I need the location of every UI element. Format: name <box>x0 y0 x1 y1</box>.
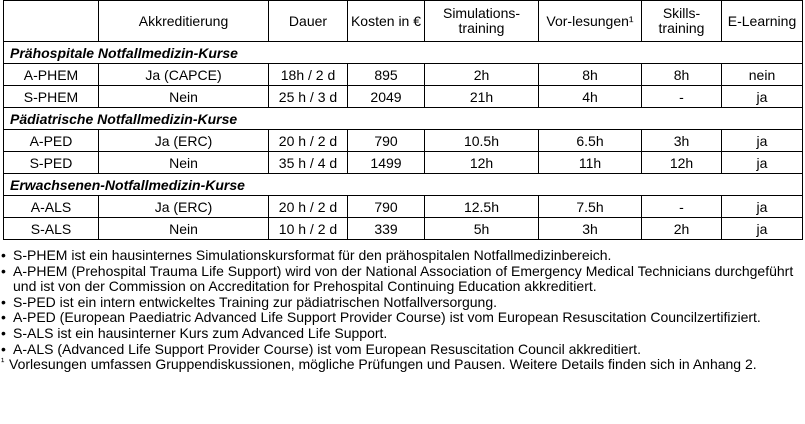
header-vorlesungen: Vor-lesungen¹ <box>539 1 642 42</box>
cell-course: A-ALS <box>4 196 99 218</box>
table-row <box>4 196 803 218</box>
cell-kosten: 1499 <box>348 152 425 174</box>
table-row <box>4 152 803 174</box>
cell-course: S-ALS <box>4 218 99 240</box>
footnote-text: Vorlesungen umfassen Gruppendiskussionen, mögliche Prüfungen und Pausen. Weitere Details finden sich in Anhang 2. <box>9 356 757 373</box>
cell-skillstraining: 2h <box>642 218 722 240</box>
list-item <box>1 342 801 358</box>
cell-course: S-PHEM <box>4 86 99 108</box>
section-row <box>4 108 803 130</box>
bullet-icon: • <box>1 309 6 326</box>
note-text: S-PED ist ein intern entwickeltes Training zur pädiatrischen Notfallversorgung. <box>13 293 498 310</box>
cell-elearning: ja <box>722 218 803 240</box>
header-elearning: E-Learning <box>722 1 803 42</box>
bullet-icon: • <box>1 247 6 263</box>
course-comparison-table <box>3 0 803 240</box>
section-row <box>4 42 803 64</box>
note-text: A-PED (European Paediatric Advanced Life Support Provider Course) ist vom European Resuscitation Councilzertifiziert. <box>13 309 761 326</box>
cell-kosten: 790 <box>348 196 425 218</box>
notes-section <box>1 248 801 373</box>
list-item <box>1 248 801 264</box>
cell-simulationstraining: 5h <box>425 218 539 240</box>
section-title: Erwachsenen-Notfallmedizin-Kurse <box>4 174 803 196</box>
cell-simulationstraining: 10.5h <box>425 130 539 152</box>
section-title: Pädiatrische Notfallmedizin-Kurse <box>4 108 803 130</box>
header-empty <box>4 1 99 42</box>
cell-skillstraining: 3h <box>642 130 722 152</box>
bullet-icon: • <box>1 262 6 279</box>
note-text: A-ALS (Advanced Life Support Provider Course) ist vom European Resuscitation Council akkreditiert. <box>13 340 641 357</box>
cell-dauer: 20 h / 2 d <box>269 130 348 152</box>
cell-akkreditierung: Nein <box>99 86 269 108</box>
cell-simulationstraining: 12h <box>425 152 539 174</box>
table-row <box>4 64 803 86</box>
cell-dauer: 20 h / 2 d <box>269 196 348 218</box>
table-row <box>4 218 803 240</box>
cell-akkreditierung: Ja (ERC) <box>99 130 269 152</box>
cell-skillstraining: 12h <box>642 152 722 174</box>
table-header <box>4 1 803 42</box>
cell-vorlesungen: 6.5h <box>539 130 642 152</box>
cell-vorlesungen: 11h <box>539 152 642 174</box>
header-skillstraining: Skills-training <box>642 1 722 42</box>
table-row <box>4 130 803 152</box>
cell-akkreditierung: Nein <box>99 152 269 174</box>
cell-elearning: nein <box>722 64 803 86</box>
note-text: A-PHEM (Prehospital Trauma Life Support) wird von der National Association of Emergency Medical Technicians durchgeführt und ist von der Commission on Accreditation for Prehospital Continuing Education akkreditiert. <box>13 262 794 295</box>
cell-kosten: 2049 <box>348 86 425 108</box>
cell-akkreditierung: Nein <box>99 218 269 240</box>
cell-dauer: 25 h / 3 d <box>269 86 348 108</box>
list-item <box>1 295 801 311</box>
cell-vorlesungen: 3h <box>539 218 642 240</box>
bullet-icon: • <box>1 324 6 341</box>
bullet-icon: • <box>1 340 6 357</box>
list-item <box>1 326 801 342</box>
cell-course: A-PED <box>4 130 99 152</box>
cell-elearning: ja <box>722 130 803 152</box>
table-body <box>4 42 803 240</box>
section-title: Prähospitale Notfallmedizin-Kurse <box>4 42 803 64</box>
cell-vorlesungen: 7.5h <box>539 196 642 218</box>
header-dauer: Dauer <box>269 1 348 42</box>
cell-skillstraining: - <box>642 196 722 218</box>
cell-skillstraining: - <box>642 86 722 108</box>
table-row <box>4 86 803 108</box>
note-text: S-ALS ist ein hausinterner Kurs zum Advanced Life Support. <box>13 324 388 341</box>
cell-simulationstraining: 2h <box>425 64 539 86</box>
list-item <box>1 264 801 295</box>
bullet-icon: • <box>1 293 6 310</box>
header-simulationstraining: Simulations-training <box>425 1 539 42</box>
cell-akkreditierung: Ja (ERC) <box>99 196 269 218</box>
cell-elearning: ja <box>722 196 803 218</box>
cell-dauer: 10 h / 2 d <box>269 218 348 240</box>
cell-skillstraining: 8h <box>642 64 722 86</box>
cell-dauer: 18h / 2 d <box>269 64 348 86</box>
cell-simulationstraining: 21h <box>425 86 539 108</box>
cell-kosten: 790 <box>348 130 425 152</box>
footnote-mark: ¹ <box>1 357 5 369</box>
cell-course: S-PED <box>4 152 99 174</box>
cell-kosten: 895 <box>348 64 425 86</box>
cell-dauer: 35 h / 4 d <box>269 152 348 174</box>
cell-simulationstraining: 12.5h <box>425 196 539 218</box>
section-row <box>4 174 803 196</box>
cell-kosten: 339 <box>348 218 425 240</box>
notes-list <box>1 248 801 357</box>
header-kosten: Kosten in € <box>348 1 425 42</box>
cell-elearning: ja <box>722 152 803 174</box>
cell-akkreditierung: Ja (CAPCE) <box>99 64 269 86</box>
cell-vorlesungen: 8h <box>539 64 642 86</box>
cell-elearning: ja <box>722 86 803 108</box>
note-text: S-PHEM ist ein hausinternes Simulationskursformat für den prähospitalen Notfallmedizinbereich. <box>13 247 612 263</box>
list-item <box>1 310 801 326</box>
cell-course: A-PHEM <box>4 64 99 86</box>
header-akkreditierung: Akkreditierung <box>99 1 269 42</box>
cell-vorlesungen: 4h <box>539 86 642 108</box>
footnote <box>1 357 801 373</box>
